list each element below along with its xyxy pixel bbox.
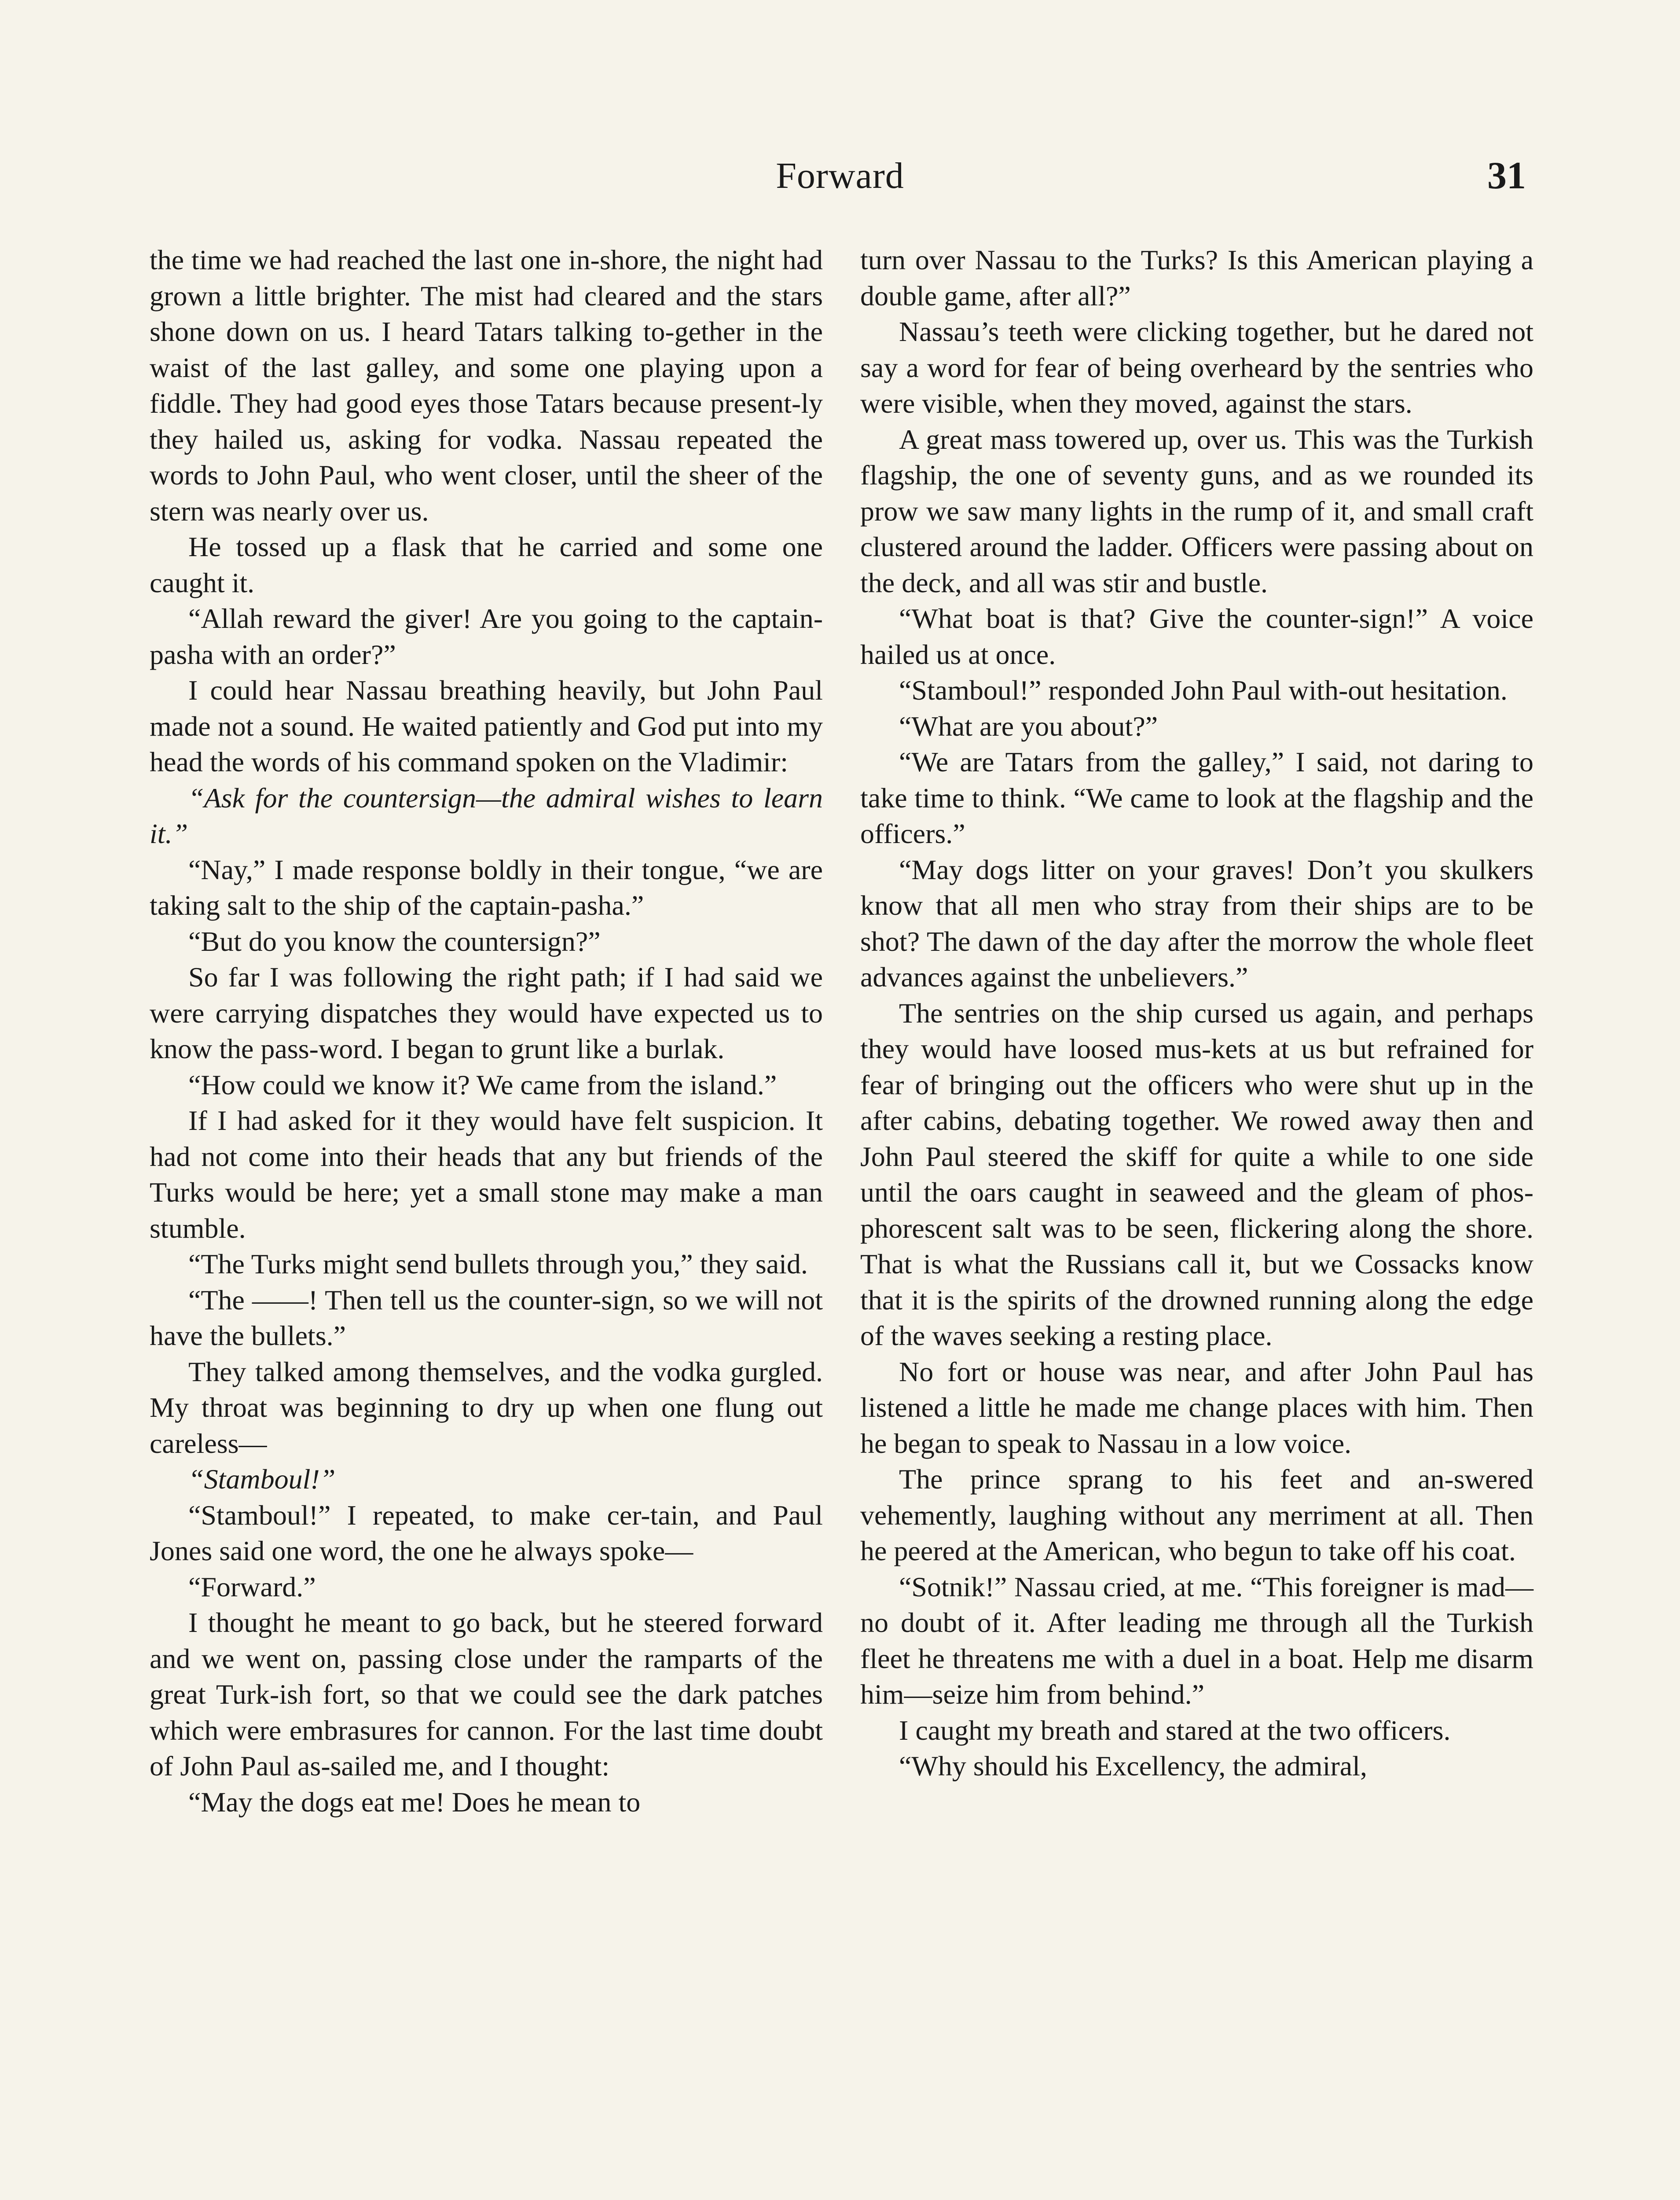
- paragraph: So far I was following the right path; if I had said we were carrying dispatches they would have expected us to know the pass-word. I began to grunt like a burlak.: [150, 961, 823, 1064]
- running-title: Forward: [776, 155, 904, 196]
- paragraph: “Stamboul!” responded John Paul with-out hesitation.: [899, 675, 1508, 706]
- paragraph: “May dogs litter on your graves! Don’t you skulkers know that all men who stray from their ships are to be shot? The dawn of the day after the morrow the whole fleet advances against the unbelievers.”: [860, 854, 1533, 993]
- paragraph: “Ask for the countersign—the admiral wishes to learn it.”: [150, 782, 823, 849]
- paragraph: “May the dogs eat me! Does he mean to: [188, 1786, 641, 1818]
- paragraph: “Allah reward the giver! Are you going to the captain-pasha with an order?”: [150, 603, 823, 670]
- paragraph: the time we had reached the last one in-shore, the night had grown a little brighter. The mist had cleared and the stars shone down on us. I heard Tatars talking to-gether in the waist of the last galley, and some one playing upon a fiddle. They had good eyes those Tatars because present-ly they hailed us, asking for vodka. Nassau repeated the words to John Paul, who went closer, until the sheer of the stern was nearly over us.: [150, 244, 823, 527]
- paragraph: The prince sprang to his feet and an-swered vehemently, laughing without any merriment at all. Then he peered at the American, who begun to take off his coat.: [860, 1463, 1533, 1566]
- paragraph: turn over Nassau to the Turks? Is this American playing a double game, after all?”: [860, 244, 1533, 312]
- paragraph: I caught my breath and stared at the two officers.: [899, 1714, 1451, 1746]
- paragraph: “Forward.”: [188, 1571, 316, 1602]
- paragraph: “Stamboul!” I repeated, to make cer-tain, and Paul Jones said one word, the one he always spoke—: [150, 1499, 823, 1566]
- paragraph: I could hear Nassau breathing heavily, but John Paul made not a sound. He waited patiently and God put into my head the words of his command spoken on the Vladimir:: [150, 675, 823, 777]
- paragraph: No fort or house was near, and after John Paul has listened a little he made me change places with him. Then he began to speak to Nassau in a low voice.: [860, 1356, 1533, 1459]
- paragraph: They talked among themselves, and the vodka gurgled. My throat was beginning to dry up when one flung out careless—: [150, 1356, 823, 1459]
- paragraph: Nassau’s teeth were clicking together, but he dared not say a word for fear of being overheard by the sentries who were visible, when they moved, against the stars.: [860, 316, 1533, 419]
- paragraph: “The Turks might send bullets through you,” they said.: [188, 1248, 808, 1280]
- running-head: [0, 152, 1680, 200]
- paragraph: The sentries on the ship cursed us again, and perhaps they would have loosed mus-kets at us but refrained for fear of bringing out the officers who were shut up in the after cabins, debating together. We rowed away then and John Paul steered the skiff for quite a while to one side until the oars caught in seaweed and the gleam of phos-phorescent salt was to be seen, flickering along the shore. That is what the Russians call it, but we Cossacks know that it is the spirits of the drowned running along the edge of the waves seeking a resting place.: [860, 997, 1533, 1351]
- paragraph: He tossed up a flask that he carried and some one caught it.: [150, 531, 823, 598]
- paragraph: “Sotnik!” Nassau cried, at me. “This foreigner is mad—no doubt of it. After leading me through all the Turkish fleet he threatens me with a duel in a boat. Help me disarm him—seize him from behind.”: [860, 1571, 1533, 1710]
- page-number: 31: [1487, 154, 1526, 197]
- paragraph: “Why should his Excellency, the admiral,: [899, 1750, 1367, 1782]
- paragraph: “But do you know the countersign?”: [188, 925, 601, 957]
- right-text-column: [860, 242, 1533, 1784]
- paragraph: “Stamboul!”: [188, 1463, 336, 1495]
- paragraph: If I had asked for it they would have felt suspicion. It had not come into their heads that any but friends of the Turks would be here; yet a small stone may make a man stumble.: [150, 1105, 823, 1244]
- paragraph: “What boat is that? Give the counter-sign!” A voice hailed us at once.: [860, 603, 1533, 670]
- paragraph: “We are Tatars from the galley,” I said, not daring to take time to think. “We came to look at the flagship and the officers.”: [860, 746, 1533, 849]
- paragraph: A great mass towered up, over us. This was the Turkish flagship, the one of seventy guns, and as we rounded its prow we saw many lights in the rump of it, and small craft clustered around the ladder. Officers were passing about on the deck, and all was stir and bustle.: [860, 423, 1533, 598]
- paragraph: I thought he meant to go back, but he steered forward and we went on, passing close under the ramparts of the great Turk-ish fort, so that we could see the dark patches which were embrasures for cannon. For the last time doubt of John Paul as-sailed me, and I thought:: [150, 1607, 823, 1782]
- paragraph: “The ——! Then tell us the counter-sign, so we will not have the bullets.”: [150, 1284, 823, 1351]
- paragraph: “What are you about?”: [899, 710, 1158, 742]
- left-text-column: [150, 242, 823, 1820]
- paragraph: “Nay,” I made response boldly in their tongue, “we are taking salt to the ship of the captain-pasha.”: [150, 854, 823, 921]
- paragraph: “How could we know it? We came from the island.”: [188, 1069, 777, 1100]
